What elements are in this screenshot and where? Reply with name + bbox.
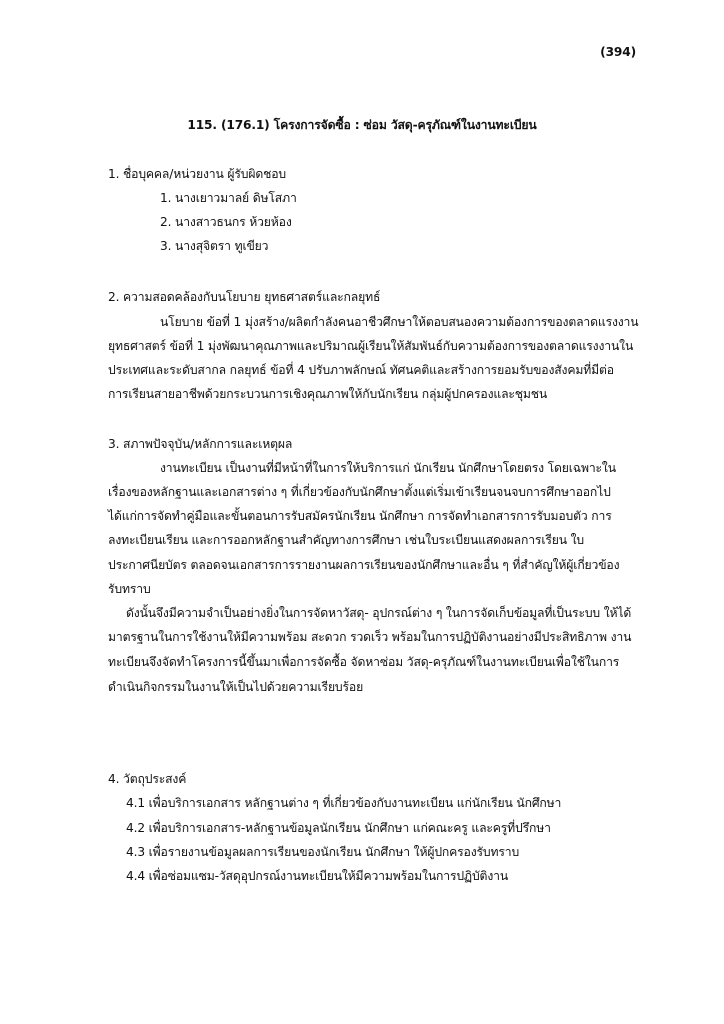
section4-heading: 4. วัตถุประสงค์	[108, 772, 187, 786]
document-title: 115. (176.1) โครงการจัดซื้อ : ซ่อม วัสดุ-ครุภัณฑ์ในงานทะเบียน	[187, 118, 537, 132]
section1-heading: 1. ชื่อบุคคล/หน่วยงาน ผู้รับผิดชอบ	[108, 167, 286, 181]
section2-line: นโยบาย ข้อที่ 1 มุ่งสร้าง/ผลิตกำลังคนอาชีวศึกษาให้ตอบสนองความต้องการของตลาดแรงงาน	[160, 315, 639, 329]
objective-item: 4.3 เพื่อรายงานข้อมูลผลการเรียนของนักเรียน นักศึกษา ให้ผู้ปกครองรับทราบ	[126, 845, 520, 859]
section3-para1-line: งานทะเบียน เป็นงานที่มีหน้าที่ในการให้บริการแก่ นักเรียน นักศึกษาโดยตรง โดยเฉพาะใน	[160, 461, 616, 475]
section3-para1-line: ลงทะเบียนเรียน และการออกหลักฐานสำคัญทางการศึกษา เช่นใบระเบียนแสดงผลการเรียน ใบ	[108, 533, 585, 547]
section3-para2-line: ดำเนินกิจกรรมในงานให้เป็นไปด้วยความเรียบร้อย	[108, 680, 364, 694]
section3-para1-line: รับทราบ	[108, 582, 151, 596]
section3-para2-line: มาตรฐานในการใช้งานให้มีความพร้อม สะดวก รวดเร็ว พร้อมในการปฏิบัติงานอย่างมีประสิทธิภาพ งาน	[108, 630, 632, 644]
objective-item: 4.2 เพื่อบริการเอกสาร-หลักฐานข้อมูลนักเรียน นักศึกษา แก่คณะครู และครูที่ปรึกษา	[126, 821, 551, 835]
objective-item: 4.4 เพื่อซ่อมแซม-วัสดุอุปกรณ์งานทะเบียนให้มีความพร้อมในการปฏิบัติงาน	[126, 869, 508, 883]
responsible-person-3: 3. นางสุจิตรา ทูเขียว	[160, 239, 269, 253]
page-number: (394)	[600, 45, 636, 59]
objective-item: 4.1 เพื่อบริการเอกสาร หลักฐานต่าง ๆ ที่เกี่ยวข้องกับงานทะเบียน แก่นักเรียน นักศึกษา	[126, 796, 562, 810]
section3-para1-line: ประกาศนียบัตร ตลอดจนเอกสารการรายงานผลการเรียนของนักศึกษาและอื่น ๆ ที่สำคัญให้ผู้เกี่ยวข้อง	[108, 558, 620, 572]
section3-para2-line: ทะเบียนจึงจัดทำโครงการนี้ขึ้นมาเพื่อการจัดซื้อ จัดหาซ่อม วัสดุ-ครุภัณฑ์ในงานทะเบียนเพื่อใช้ในการ	[108, 655, 620, 669]
section3-para1-line: ได้แก่การจัดทำคู่มือและขั้นตอนการรับสมัครนักเรียน นักศึกษา การจัดทำเอกสารการรับมอบตัว การ	[108, 509, 612, 523]
section2-line: ประเทศและระดับสากล กลยุทธ์ ข้อที่ 4 ปรับภาพลักษณ์ ทัศนคติและสร้างการยอมรับของสังคมที่มีต่อ	[108, 363, 614, 377]
section3-para2-line: ดังนั้นจึงมีความจำเป็นอย่างยิ่งในการจัดหาวัสดุ- อุปกรณ์ต่าง ๆ ในการจัดเก็บข้อมูลที่เป็นระบบ ให้ได้	[126, 606, 632, 620]
section2-line: ยุทธศาสตร์ ข้อที่ 1 มุ่งพัฒนาคุณภาพและปริมาณผู้เรียนให้สัมพันธ์กับความต้องการของตลาดแรงงานใน	[108, 339, 634, 353]
section3-heading: 3. สภาพปัจจุบัน/หลักการและเหตุผล	[108, 437, 293, 451]
section3-para1-line: เรื่องของหลักฐานและเอกสารต่าง ๆ ที่เกี่ยวข้องกับนักศึกษาตั้งแต่เริ่มเข้าเรียนจนจบการศึกษาออกไป	[108, 485, 611, 499]
section2-heading: 2. ความสอดคล้องกับนโยบาย ยุทธศาสตร์และกลยุทธ์	[108, 290, 381, 304]
responsible-person-2: 2. นางสาวธนกร ห้วยห้อง	[160, 215, 292, 229]
responsible-person-1: 1. นางเยาวมาลย์ ดิษโสภา	[160, 191, 297, 205]
section2-line: การเรียนสายอาชีพด้วยกระบวนการเชิงคุณภาพให้กับนักเรียน กลุ่มผู้ปกครองและชุมชน	[108, 387, 548, 401]
